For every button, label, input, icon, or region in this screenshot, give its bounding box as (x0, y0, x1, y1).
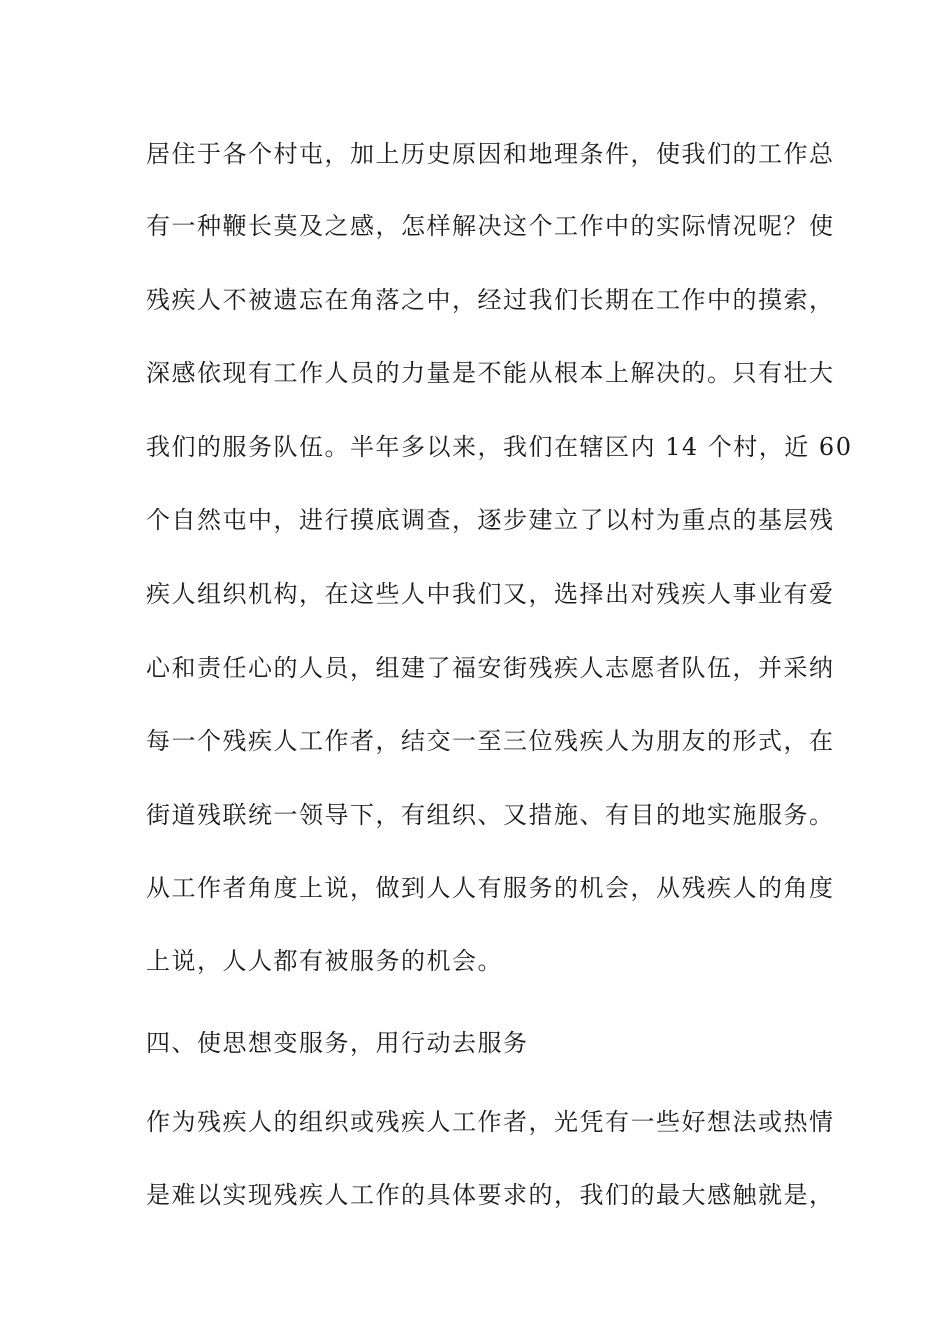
paragraph-line: 街道残联统一领导下，有组织、又措施、有目的地实施服务。 (146, 801, 835, 829)
paragraph-line: 残疾人不被遗忘在角落之中，经过我们长期在工作中的摸索， (146, 286, 835, 314)
section-heading: 四、使思想变服务，用行动去服务 (146, 1029, 529, 1057)
paragraph-line: 是难以实现残疾人工作的具体要求的，我们的最大感触就是， (146, 1181, 835, 1209)
paragraph-line: 个自然屯中，进行摸底调查，逐步建立了以村为重点的基层残 (146, 506, 835, 534)
paragraph-line: 我们的服务队伍。半年多以来，我们在辖区内 14 个村，近 60 (146, 433, 853, 461)
paragraph-line: 深感依现有工作人员的力量是不能从根本上解决的。只有壮大 (146, 359, 835, 387)
paragraph-line: 作为残疾人的组织或残疾人工作者，光凭有一些好想法或热情 (146, 1108, 835, 1136)
paragraph-line: 疾人组织机构，在这些人中我们又，选择出对残疾人事业有爱 (146, 580, 835, 608)
paragraph-line: 有一种鞭长莫及之感，怎样解决这个工作中的实际情况呢？使 (146, 212, 835, 240)
paragraph-line: 心和责任心的人员，组建了福安街残疾人志愿者队伍，并采纳 (146, 654, 835, 682)
paragraph-line: 居住于各个村屯，加上历史原因和地理条件，使我们的工作总 (146, 140, 835, 168)
paragraph-line: 上说，人人都有被服务的机会。 (146, 947, 503, 975)
paragraph-line: 每一个残疾人工作者，结交一至三位残疾人为朋友的形式，在 (146, 727, 835, 755)
paragraph-line: 从工作者角度上说，做到人人有服务的机会，从残疾人的角度 (146, 874, 835, 902)
